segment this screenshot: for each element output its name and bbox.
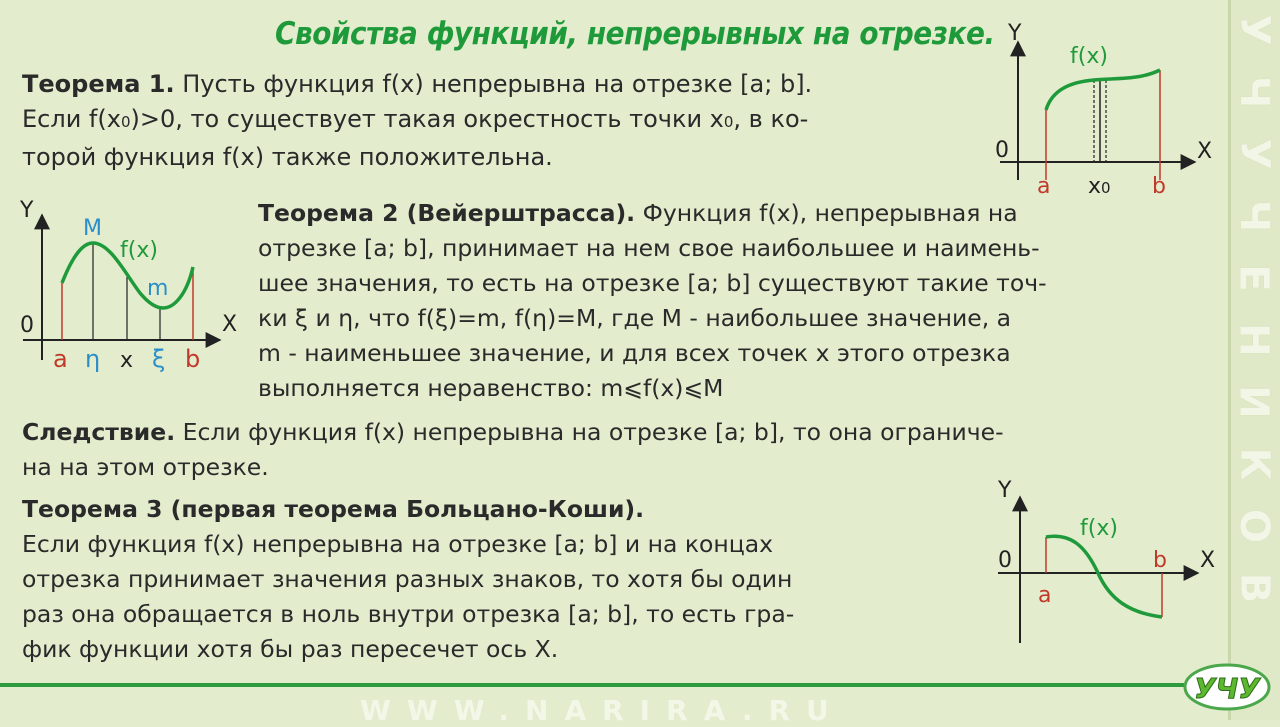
x-label: x <box>120 348 134 373</box>
theorem-2-line: m - наименьшее значение, и для всех точек x этого отрезка <box>258 339 1011 367</box>
theorem-1-line: торой функция f(x) также положительна. <box>22 143 553 171</box>
theorem-2-heading: Теорема 2 (Вейерштрасса). <box>258 199 636 227</box>
b-label: b <box>1153 548 1167 573</box>
watermark-letter: Н <box>1230 323 1277 357</box>
corollary-line: Если функция f(x) непрерывна на отрезке [a; b], то она ограниче- <box>175 418 1004 446</box>
corollary-line: на на этом отрезке. <box>22 453 269 481</box>
theorem-1-line: , в ко- <box>733 105 809 133</box>
watermark-letter: Ч <box>1230 199 1277 233</box>
origin-label: 0 <box>995 138 1009 163</box>
origin-label: 0 <box>20 313 34 338</box>
theorem-1-line: Если f(x <box>22 105 121 133</box>
theorem-3-line: фик функции хотя бы раз пересечет ось X. <box>22 635 559 663</box>
function-curve <box>1046 536 1162 617</box>
watermark-letter: У <box>1231 14 1277 46</box>
watermark-letter: Ч <box>1230 75 1277 109</box>
logo-text: УЧУ <box>1194 672 1260 705</box>
theorem-3-heading: Теорема 3 (первая теорема Больцано-Коши). <box>22 495 645 523</box>
b-label: b <box>185 345 201 373</box>
theorem-3-line: отрезка принимает значения разных знаков, то хотя бы один <box>22 565 793 593</box>
function-label: f(x) <box>1080 516 1118 541</box>
xi-label: ξ <box>152 345 166 373</box>
graph-theorem-3 <box>990 475 1220 650</box>
side-watermark <box>1230 10 1277 608</box>
theorem-3-line: раз она обращается в ноль внутри отрезка [a; b], то есть гра- <box>22 600 795 628</box>
watermark-letter: К <box>1230 447 1277 481</box>
x-axis-label: X <box>222 312 238 337</box>
x0-label: x0 <box>1088 174 1111 199</box>
theorem-2 <box>258 196 1047 406</box>
graph-theorem-2 <box>15 195 250 380</box>
origin-label: 0 <box>998 548 1012 573</box>
theorem-3-line: Если функция f(x) непрерывна на отрезке [a; b] и на концах <box>22 530 774 558</box>
theorem-2-line: выполняется неравенство: m⩽f(x)⩽M <box>258 374 724 402</box>
function-label: f(x) <box>120 238 158 263</box>
x-axis-label: X <box>1197 139 1213 164</box>
theorem-1-heading: Теорема 1. <box>22 70 175 98</box>
theorem-1-line: Пусть функция f(x) непрерывна на отрезке [a; b]. <box>174 70 813 98</box>
page-title: Свойства функций, непрерывных на отрезке. <box>275 16 995 52</box>
y-axis-label: Y <box>1008 21 1022 46</box>
b-label: b <box>1152 174 1166 199</box>
watermark-letter: В <box>1231 572 1277 604</box>
y-axis-label: Y <box>998 478 1012 503</box>
function-label: f(x) <box>1070 44 1108 69</box>
watermark-letter: У <box>1231 138 1277 170</box>
watermark-letter: О <box>1230 508 1277 544</box>
subscript: 0 <box>120 113 131 131</box>
theorem-2-line: ки ξ и η, что f(ξ)=m, f(η)=M, где M - наибольшее значение, а <box>258 304 1012 332</box>
theorem-2-line: Функция f(x), непрерывная на <box>635 199 1018 227</box>
watermark-letter: И <box>1230 385 1277 419</box>
theorem-2-line: отрезке [a; b], принимает на нем свое наибольшее и наимень- <box>258 234 1040 262</box>
y-axis-label: Y <box>20 198 34 223</box>
a-label: a <box>53 345 68 373</box>
watermark-letter: Е <box>1230 264 1277 292</box>
theorem-1-line: )>0, то существует такая окрестность точки x <box>130 105 724 133</box>
graph-theorem-1 <box>990 20 1220 200</box>
a-label: a <box>1038 583 1052 608</box>
x-axis-label: X <box>1200 548 1216 573</box>
corollary-heading: Следствие. <box>22 418 176 446</box>
a-label: a <box>1037 174 1051 199</box>
uchu-logo <box>1182 660 1272 712</box>
corollary <box>22 415 1004 485</box>
footer-divider <box>0 683 1228 687</box>
function-curve <box>1046 70 1160 110</box>
subscript: 0 <box>723 113 734 131</box>
eta-label: η <box>85 345 101 373</box>
theorem-1 <box>22 67 812 175</box>
footer-watermark: WWW.NARIRA.RU <box>360 694 845 727</box>
max-label: M <box>83 216 102 241</box>
min-label: m <box>147 276 169 301</box>
theorem-2-line: шее значения, то есть на отрезке [a; b] существуют такие точ- <box>258 269 1047 297</box>
theorem-3 <box>22 492 794 667</box>
